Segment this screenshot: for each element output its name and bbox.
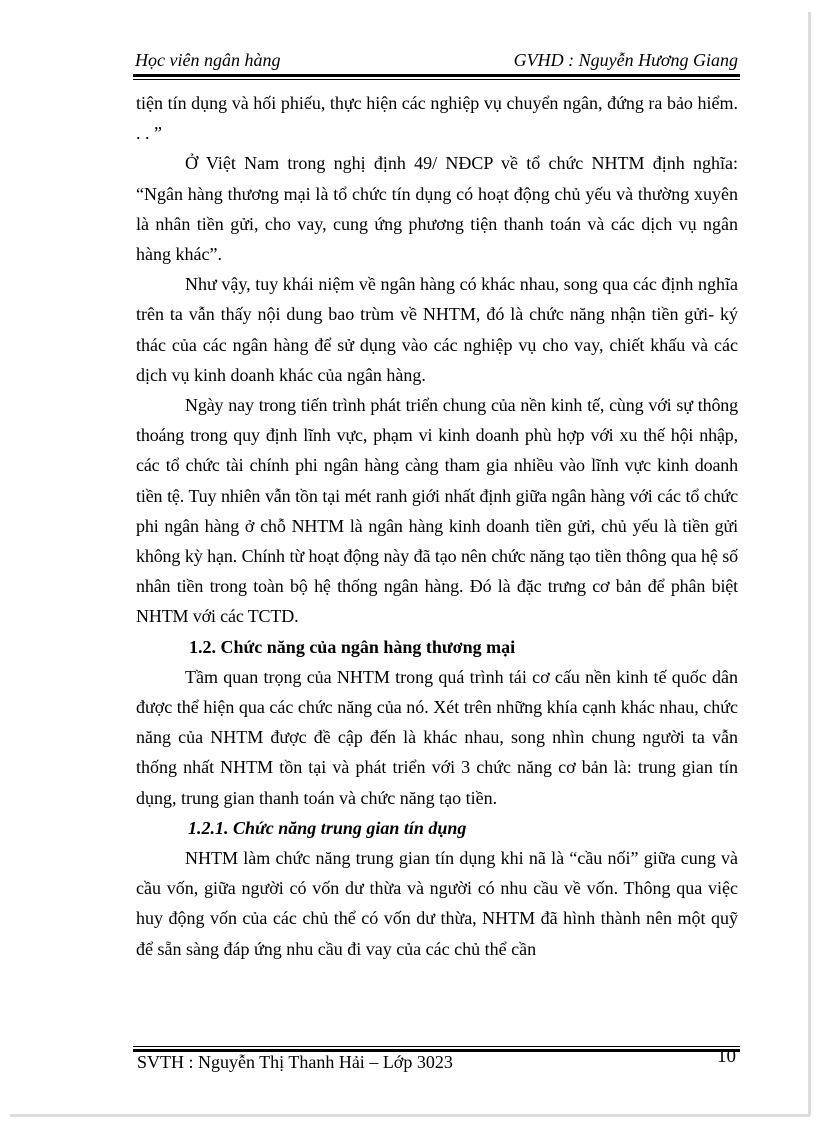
header-rule-thick [133, 74, 740, 77]
page-header [135, 46, 738, 72]
page-shadow-bottom [10, 1114, 810, 1117]
page-number: 10 [717, 1046, 736, 1067]
paragraph-development: Ngày nay trong tiến trình phát triển chung của nền kinh tế, cùng với sự thông thoáng trong quy định lĩnh vực, phạm vi kinh doanh phù hợp với xu thế hội nhập, các tổ chức tài chính phi ngân hàng càng tham gia nhiều vào lĩnh vực kinh doanh tiền tệ. Tuy nhiên vẫn tồn tại mét ranh giới nhất định giữa ngân hàng với các tổ chức phi ngân hàng ở chỗ NHTM là ngân hàng kinh doanh tiền gửi, chủ yếu là tiền gửi không kỳ hạn. Chính từ hoạt động này đã tạo nên chức năng tạo tiền thông qua hệ số nhân tiền trong toàn bộ hệ thống ngân hàng. Đó là đặc trưng cơ bản để phân biệt NHTM với các TCTD. [136, 395, 738, 627]
header-supervisor: GVHD : Nguyễn Hương Giang [513, 50, 738, 70]
section-heading: 1.2. Chức năng của ngân hàng thương mại [189, 636, 516, 657]
paragraph-definition: Ở Việt Nam trong nghị định 49/ NĐCP về tổ chức NHTM định nghĩa: “Ngân hàng thương mại là tổ chức tín dụng có hoạt động chủ yếu và thường xuyên là nhân tiền gửi, cho vay, cung ứng phương tiện thanh toán và các dịch vụ ngân hàng khác”. [136, 153, 738, 265]
footer-rule-thin [133, 1046, 740, 1047]
paragraph-functions: Tầm quan trọng của NHTM trong quá trình tái cơ cấu nền kinh tế quốc dân được thể hiện qua các chức năng của nó. Xét trên những khía cạnh khác nhau, chức năng của NHTM được đề cập đến là khác nhau, song nhìn chung người ta vẫn thống nhất NHTM tồn tại và phát triển với 3 chức năng cơ bản là: trung gian tín dụng, trung gian thanh toán và chức năng tạo tiền. [136, 666, 738, 808]
header-institution: Học viên ngân hàng [135, 50, 281, 70]
footer-author: SVTH : Nguyễn Thị Thanh Hải – Lớp 3023 [137, 1052, 453, 1072]
page-shadow-right [808, 12, 811, 1115]
document-body [136, 88, 738, 964]
paragraph-continuation: tiện tín dụng và hối phiếu, thực hiện các nghiệp vụ chuyển ngân, đứng ra bảo hiểm. . . ” [136, 93, 738, 144]
subsection-heading: 1.2.1. Chức năng trung gian tín dụng [188, 817, 467, 838]
paragraph-credit-intermediary: NHTM làm chức năng trung gian tín dụng khi nã là “cầu nối” giữa cung và cầu vốn, giữa người có vốn dư thừa và người có nhu cầu về vốn. Thông qua việc huy động vốn của các chủ thể có vốn dư thừa, NHTM đã hình thành nên một quỹ để sẵn sàng đáp ứng nhu cầu đi vay của các chủ thể cần [136, 848, 738, 959]
header-rule-thin [133, 79, 740, 80]
paragraph-summary: Như vậy, tuy khái niệm về ngân hàng có khác nhau, song qua các định nghĩa trên ta vẫn thấy nội dung bao trùm về NHTM, đó là chức năng nhận tiền gửi- ký thác của các ngân hàng để sử dụng vào các nghiệp vụ cho vay, chiết khấu và các dịch vụ kinh doanh khác của ngân hàng. [136, 274, 738, 385]
